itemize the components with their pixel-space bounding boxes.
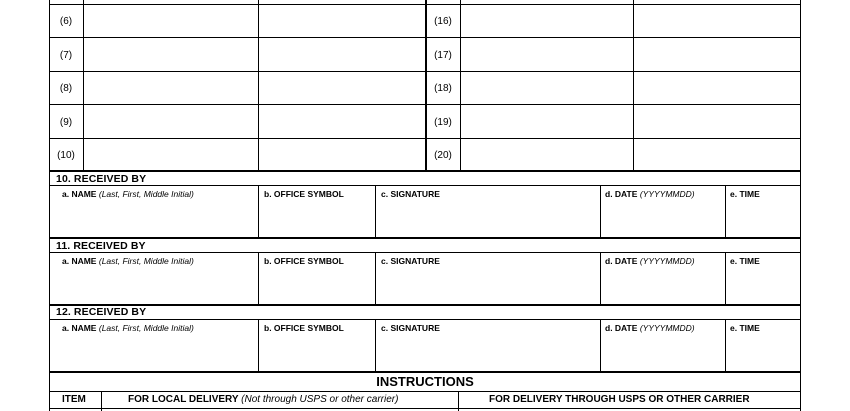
quantity-field[interactable] — [259, 139, 425, 170]
time-field[interactable] — [726, 200, 799, 236]
description-field[interactable] — [461, 5, 632, 37]
description-field[interactable] — [461, 139, 632, 170]
section-title: 11. RECEIVED BY — [56, 240, 146, 252]
office-symbol-label: b. OFFICE SYMBOL — [264, 189, 344, 199]
name-field[interactable] — [50, 200, 257, 236]
signature-label: c. SIGNATURE — [381, 323, 440, 333]
date-label: d. DATE (YYYYMMDD) — [605, 189, 695, 199]
description-field[interactable] — [84, 139, 257, 170]
name-field[interactable] — [50, 267, 257, 303]
section-rule — [49, 185, 800, 186]
section-rule — [49, 391, 800, 392]
name-field[interactable] — [50, 334, 257, 370]
description-field[interactable] — [461, 38, 632, 71]
office-symbol-field[interactable] — [259, 200, 374, 236]
date-label: d. DATE (YYYYMMDD) — [605, 256, 695, 266]
local-delivery-header: FOR LOCAL DELIVERY (Not through USPS or other carrier) — [128, 394, 399, 405]
signature-label: c. SIGNATURE — [381, 189, 440, 199]
quantity-field[interactable] — [634, 72, 800, 104]
signature-field[interactable] — [376, 200, 599, 236]
date-field[interactable] — [601, 334, 724, 370]
signature-label: c. SIGNATURE — [381, 256, 440, 266]
item-number: (8) — [59, 83, 73, 94]
date-field[interactable] — [601, 200, 724, 236]
date-field[interactable] — [601, 267, 724, 303]
section-rule — [49, 304, 800, 306]
item-number: (17) — [434, 50, 452, 61]
quantity-field[interactable] — [259, 5, 425, 37]
quantity-field[interactable] — [634, 105, 800, 138]
office-symbol-field[interactable] — [259, 267, 374, 303]
name-label: a. NAME (Last, First, Middle Initial) — [62, 189, 194, 199]
section-rule — [49, 408, 800, 409]
item-number: (18) — [434, 83, 452, 94]
instructions-title: INSTRUCTIONS — [376, 374, 474, 389]
section-rule — [800, 238, 801, 305]
item-number: (9) — [59, 117, 73, 128]
quantity-field[interactable] — [259, 105, 425, 138]
date-label: d. DATE (YYYYMMDD) — [605, 323, 695, 333]
office-symbol-label: b. OFFICE SYMBOL — [264, 256, 344, 266]
office-symbol-field[interactable] — [259, 334, 374, 370]
section-rule — [800, 305, 801, 372]
time-field[interactable] — [726, 267, 799, 303]
description-field[interactable] — [461, 72, 632, 104]
section-title: 12. RECEIVED BY — [56, 306, 147, 318]
office-symbol-label: b. OFFICE SYMBOL — [264, 323, 344, 333]
section-title: 10. RECEIVED BY — [56, 173, 147, 185]
section-rule — [49, 252, 800, 253]
description-field[interactable] — [84, 72, 257, 104]
usps-delivery-header: FOR DELIVERY THROUGH USPS OR OTHER CARRIER — [489, 394, 750, 405]
quantity-field[interactable] — [259, 72, 425, 104]
time-field[interactable] — [726, 334, 799, 370]
quantity-field[interactable] — [259, 38, 425, 71]
item-number: (10) — [57, 150, 75, 161]
time-label: e. TIME — [730, 256, 760, 266]
description-field[interactable] — [461, 105, 632, 138]
item-number: (6) — [59, 16, 73, 27]
item-number: (19) — [434, 117, 452, 128]
quantity-field[interactable] — [634, 38, 800, 71]
name-label: a. NAME (Last, First, Middle Initial) — [62, 256, 194, 266]
section-rule — [49, 371, 800, 373]
item-number: (7) — [59, 50, 73, 61]
description-field[interactable] — [84, 105, 257, 138]
section-rule — [49, 319, 800, 320]
section-rule — [800, 171, 801, 238]
quantity-field[interactable] — [634, 139, 800, 170]
item-column-header: ITEM — [62, 394, 86, 405]
signature-field[interactable] — [376, 267, 599, 303]
item-number: (20) — [434, 150, 452, 161]
time-label: e. TIME — [730, 323, 760, 333]
signature-field[interactable] — [376, 334, 599, 370]
time-label: e. TIME — [730, 189, 760, 199]
table-rule — [800, 0, 801, 171]
description-field[interactable] — [84, 5, 257, 37]
section-rule — [49, 237, 800, 239]
item-number: (16) — [434, 16, 452, 27]
name-label: a. NAME (Last, First, Middle Initial) — [62, 323, 194, 333]
quantity-field[interactable] — [634, 5, 800, 37]
description-field[interactable] — [84, 38, 257, 71]
